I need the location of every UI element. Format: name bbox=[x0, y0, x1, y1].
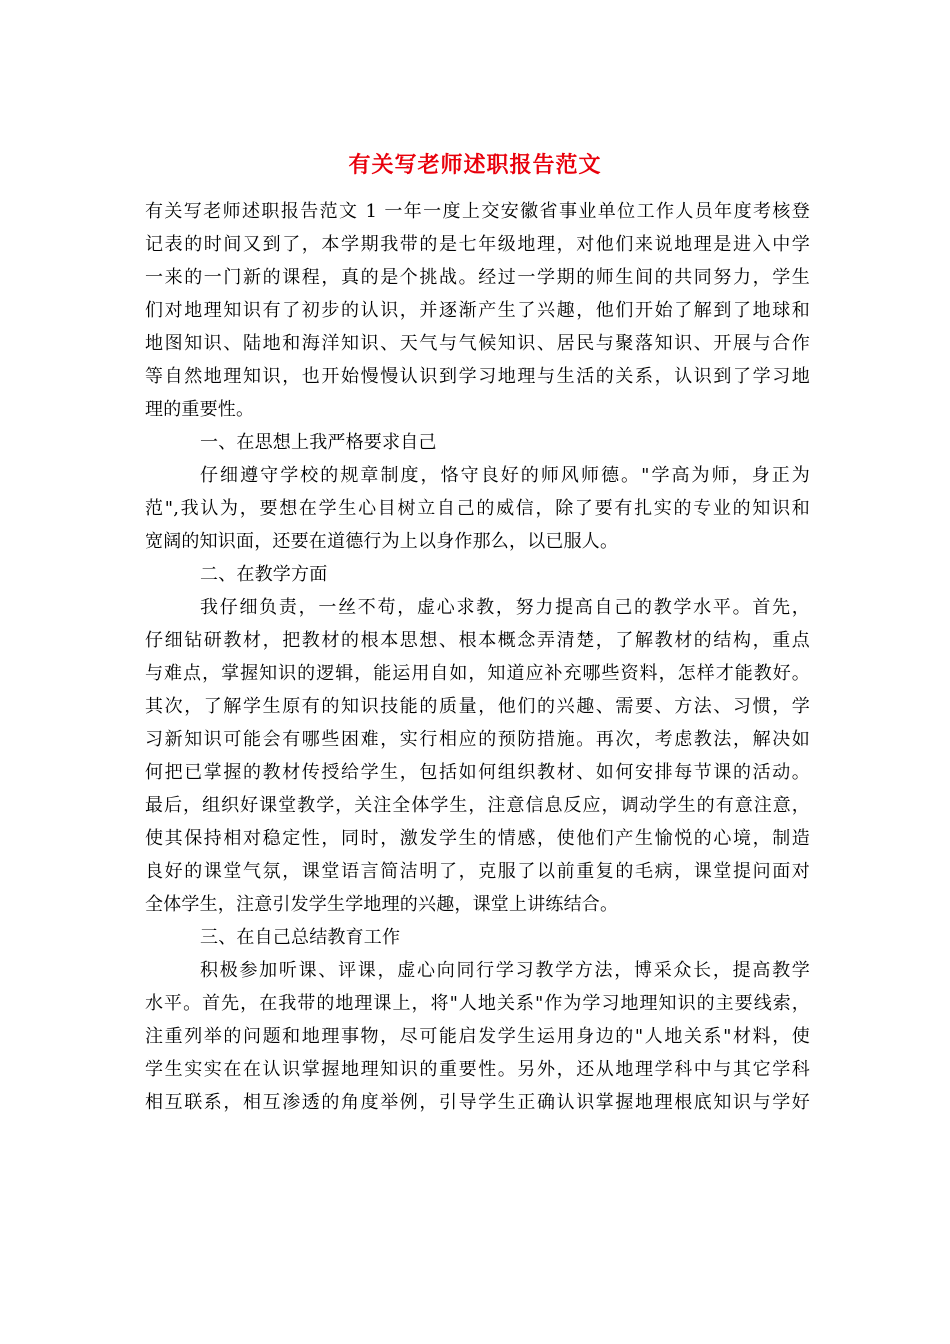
document-body bbox=[145, 195, 810, 1119]
section-heading: 一、在思想上我严格要求自己 bbox=[200, 432, 437, 453]
body-line: 仔细遵守学校的规章制度，恪守良好的师风师德。"学高为师，身正为 bbox=[200, 465, 810, 486]
body-line: 学生实实在在认识掌握地理知识的重要性。另外，还从地理学科中与其它学科 bbox=[145, 1059, 810, 1080]
body-line: 宽阔的知识面，还要在道德行为上以身作那么，以已服人。 bbox=[145, 531, 619, 552]
body-line: 积极参加听课、评课，虚心向同行学习教学方法，博采众长，提高教学 bbox=[200, 960, 810, 981]
body-line: 注重列举的问题和地理事物，尽可能启发学生运用身边的"人地关系"材料，使 bbox=[145, 1026, 810, 1047]
body-line: 地图知识、陆地和海洋知识、天气与气候知识、居民与聚落知识、开展与合作 bbox=[145, 333, 810, 354]
body-line: 良好的课堂气氛，课堂语言简洁明了，克服了以前重复的毛病，课堂提问面对 bbox=[145, 861, 810, 882]
body-line: 其次，了解学生原有的知识技能的质量，他们的兴趣、需要、方法、习惯，学 bbox=[145, 696, 810, 717]
body-line: 水平。首先，在我带的地理课上，将"人地关系"作为学习地理知识的主要线索， bbox=[145, 993, 810, 1014]
body-line: 等自然地理知识，也开始慢慢认识到学习地理与生活的关系，认识到了学习地 bbox=[145, 366, 810, 387]
body-line: 相互联系，相互渗透的角度举例，引导学生正确认识掌握地理根底知识与学好 bbox=[145, 1092, 810, 1113]
body-line: 我仔细负责，一丝不苟，虚心求教，努力提高自己的教学水平。首先， bbox=[200, 597, 810, 618]
body-line: 记表的时间又到了，本学期我带的是七年级地理，对他们来说地理是进入中学 bbox=[145, 234, 810, 255]
body-line: 们对地理知识有了初步的认识，并逐渐产生了兴趣，他们开始了解到了地球和 bbox=[145, 300, 810, 321]
section-heading: 二、在教学方面 bbox=[200, 564, 328, 585]
body-line: 全体学生，注意引发学生学地理的兴趣，课堂上讲练结合。 bbox=[145, 894, 619, 915]
body-line: 与难点，掌握知识的逻辑，能运用自如，知道应补充哪些资料，怎样才能教好。 bbox=[145, 663, 810, 684]
body-line: 范",我认为，要想在学生心目树立自己的威信，除了要有扎实的专业的知识和 bbox=[145, 498, 810, 519]
body-line: 理的重要性。 bbox=[145, 399, 255, 420]
body-line: 有关写老师述职报告范文 1 一年一度上交安徽省事业单位工作人员年度考核登 bbox=[145, 201, 810, 222]
document-title: 有关写老师述职报告范文 bbox=[348, 152, 602, 178]
body-line: 最后，组织好课堂教学，关注全体学生，注意信息反应，调动学生的有意注意， bbox=[145, 795, 810, 816]
body-line: 习新知识可能会有哪些困难，实行相应的预防措施。再次，考虑教法，解决如 bbox=[145, 729, 810, 750]
body-line: 何把已掌握的教材传授给学生，包括如何组织教材、如何安排每节课的活动。 bbox=[145, 762, 810, 783]
body-line: 使其保持相对稳定性，同时，激发学生的情感，使他们产生愉悦的心境，制造 bbox=[145, 828, 810, 849]
section-heading: 三、在自己总结教育工作 bbox=[200, 927, 401, 948]
body-line: 一来的一门新的课程，真的是个挑战。经过一学期的师生间的共同努力，学生 bbox=[145, 267, 810, 288]
body-line: 仔细钻研教材，把教材的根本思想、根本概念弄清楚，了解教材的结构，重点 bbox=[145, 630, 810, 651]
